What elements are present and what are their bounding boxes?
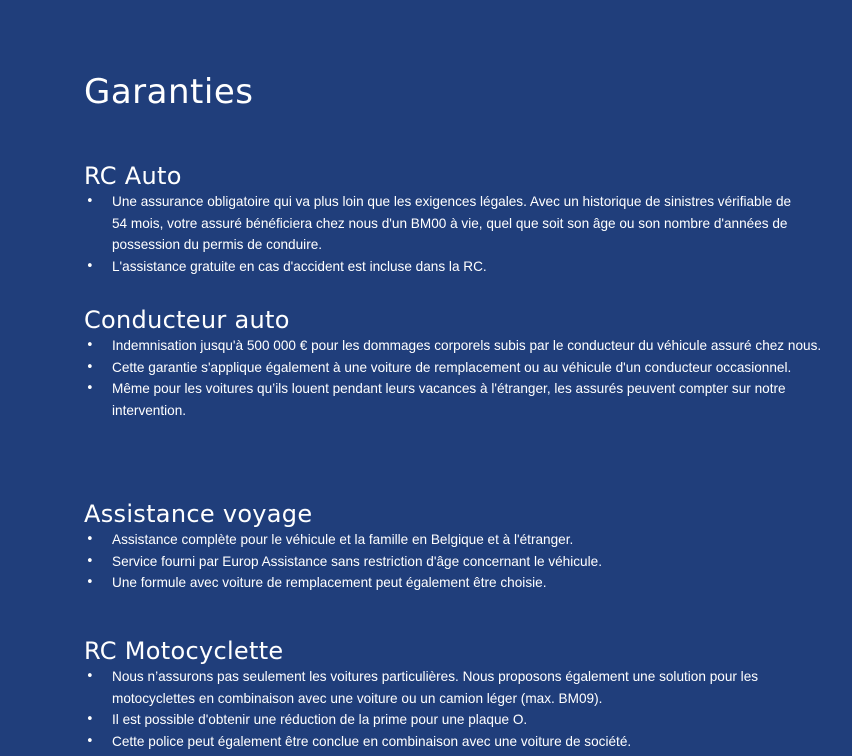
list-item (84, 378, 802, 421)
list-item (84, 357, 792, 379)
bullet-icon: • (86, 733, 94, 749)
bullet-icon: • (86, 258, 94, 274)
section-rc-auto (84, 161, 824, 277)
list-item (84, 666, 798, 709)
bullet-icon: • (86, 553, 94, 569)
list-item (84, 191, 802, 256)
list-item-text: Il est possible d'obtenir une réduction de la prime pour une plaque O. (112, 712, 528, 727)
list-item-text: Une formule avec voiture de remplacement peut également être choisie. (112, 575, 547, 590)
list-item-text: Nous n’assurons pas seulement les voitures particulières. Nous proposons également une solution pour les motocyclettes en combinaison avec une voiture ou un camion léger (max. BM09). (112, 669, 759, 706)
list-item-text: Service fourni par Europ Assistance sans restriction d'âge concernant le véhicule. (112, 553, 602, 569)
list-item-text: Cette garantie s'applique également à une voiture de remplacement ou au véhicule d'un conducteur occasionnel. (112, 359, 792, 375)
list-item-text: Cette police peut également être conclue en combinaison avec une voiture de société. (112, 733, 632, 749)
bullet-icon: • (86, 712, 94, 727)
bullet-icon: • (86, 381, 94, 396)
list-item (84, 335, 824, 357)
list-item (84, 256, 802, 278)
list-item-text: Même pour les voitures qu’ils louent pendant leurs vacances à l'étranger, les assurés peuvent compter sur notre intervention. (112, 381, 786, 418)
section-heading: Assistance voyage (84, 500, 313, 528)
bullet-list (84, 666, 824, 752)
section-assistance-voyage (84, 499, 824, 594)
bullet-list (84, 529, 824, 594)
list-item (84, 529, 824, 551)
bullet-icon: • (86, 359, 94, 375)
list-item-text: Assistance complète pour le véhicule et la famille en Belgique et à l'étranger. (112, 532, 574, 547)
list-item (84, 709, 824, 731)
bullet-icon: • (86, 532, 94, 547)
bullet-icon: • (86, 669, 94, 684)
bullet-list (84, 191, 824, 277)
section-heading: Conducteur auto (84, 306, 290, 334)
list-item-text: L'assistance gratuite en cas d'accident est incluse dans la RC. (112, 258, 487, 274)
bullet-list (84, 335, 824, 421)
bullet-icon: • (86, 338, 94, 353)
page-title: Garanties (84, 72, 254, 112)
section-heading: RC Auto (84, 162, 182, 190)
bullet-icon: • (86, 575, 94, 590)
section-rc-motocyclette (84, 636, 824, 752)
bullet-icon: • (86, 194, 94, 209)
list-item (84, 731, 824, 753)
section-conducteur-auto (84, 305, 824, 421)
list-item-text: Une assurance obligatoire qui va plus loin que les exigences légales. Avec un historique de sinistres vérifiable de 54 mois, votre assuré bénéficiera chez nous d'un BM00 à vie, quel que soit son âge ou son nombre d'années de possession du permis de conduire. (112, 194, 792, 252)
section-heading: RC Motocyclette (84, 637, 284, 665)
list-item (84, 551, 824, 573)
list-item-text: Indemnisation jusqu'à 500 000 € pour les dommages corporels subis par le conducteur du véhicule assuré chez nous. (112, 338, 822, 353)
list-item (84, 572, 824, 594)
